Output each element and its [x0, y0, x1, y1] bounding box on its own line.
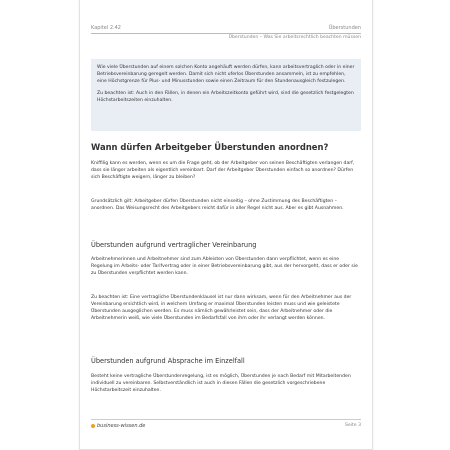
section1-paragraph-2: Zu beachten ist: Eine vertragliche Überstundenklausel ist nur dann wirksam, wenn für den Arbeitnehmer aus der Vereinbarung ersichtlich wird, in welchem Umfang er maximal Überstunden leisten muss und wie geleistete Überstunden ausgeglichen werden. Es muss nämlich gewährleistet sein, dass der Arbeitnehmer oder die Arbeitnehmerin weiß, wie viele Überstunden im Bedarfsfall von ihm oder ihr verlangt werden können. — [91, 295, 352, 321]
header-chapter: Kapitel 2.42 — [91, 25, 121, 31]
main-heading: Wann dürfen Arbeitgeber Überstunden anordnen? — [91, 142, 329, 152]
page-number: Seite 3 — [344, 423, 361, 428]
section1-paragraph-1: Arbeitnehmerinnen und Arbeitnehmer sind zum Ableisten von Überstunden dann verpflichtet, wenn es eine Regelung im Arbeits- oder Tarifvertrag oder in einer Betriebsvereinbarung gibt, aus der hervorgeht, dass er oder sie zu Überstunden verpflichtet werden kann. — [91, 257, 358, 276]
info-box-paragraph-1: Wie viele Überstunden auf einem solchen Konto angehäuft werden dürfen, kann arbeitsvertraglich oder in einer Betriebsvereinbarung geregelt werden. Damit sich nicht uferlos Überstunden ansammeln, ist zu empfehlen, eine Höchstgrenze für Plus- und Minusstunden sowie einen Zeitraum für den Stundenausgleich festzulegen. — [97, 65, 355, 84]
section2-heading: Überstunden aufgrund Absprache im Einzelfall — [91, 357, 245, 365]
document-page — [79, 0, 373, 450]
footer-divider — [91, 419, 361, 420]
footer-logo[interactable] — [91, 423, 145, 429]
footer-logo-text: business-wissen.de — [97, 423, 146, 429]
info-box — [91, 59, 361, 131]
info-box-paragraph-2: Zu beachten ist: Auch in den Fällen, in denen ein Arbeitszeitkonto geführt wird, sind die gesetzlich festgelegten Höchstarbeitszeiten einzuhalten. — [97, 91, 354, 103]
main-paragraph-1: Kniffilig kann es werden, wenn es um die Frage geht, ob der Arbeitgeber von seinen Beschäftigten verlangen darf, dass sie länger arbeiten als eigentlich vereinbart. Darf der Arbeitgeber Überstunden einfach so anordnen? Dürfen sich Beschäftigte weigern, länger zu bleiben? — [91, 161, 355, 180]
section2-paragraph-1: Besteht keine vertragliche Überstundenregelung, ist es möglich, Überstunden je nach Bedarf mit Mitarbeitenden individuell zu vereinbaren. Selbstverständlich ist auch in diesen Fällen die gesetzlich vorgeschriebene Höchstarbeitszeit einzuhalten. — [91, 374, 351, 393]
page-header — [91, 25, 361, 40]
header-divider — [91, 33, 361, 34]
logo-dot-icon — [91, 424, 95, 428]
header-topic: Überstunden — [328, 25, 361, 31]
header-subtitle: Überstunden – Was Sie arbeitsrechtlich beachten müssen — [228, 34, 361, 40]
section1-heading: Überstunden aufgrund vertraglicher Vereinbarung — [91, 241, 257, 249]
main-paragraph-2: Grundsätzlich gilt: Arbeitgeber dürfen Überstunden nicht einseitig – ohne Zustimmung des Beschäftigten – anordnen. Das Weisungsrecht des Arbeitgebers reicht dafür in aller Regel nicht aus. Aber es gibt Ausnahmen. — [91, 199, 344, 211]
